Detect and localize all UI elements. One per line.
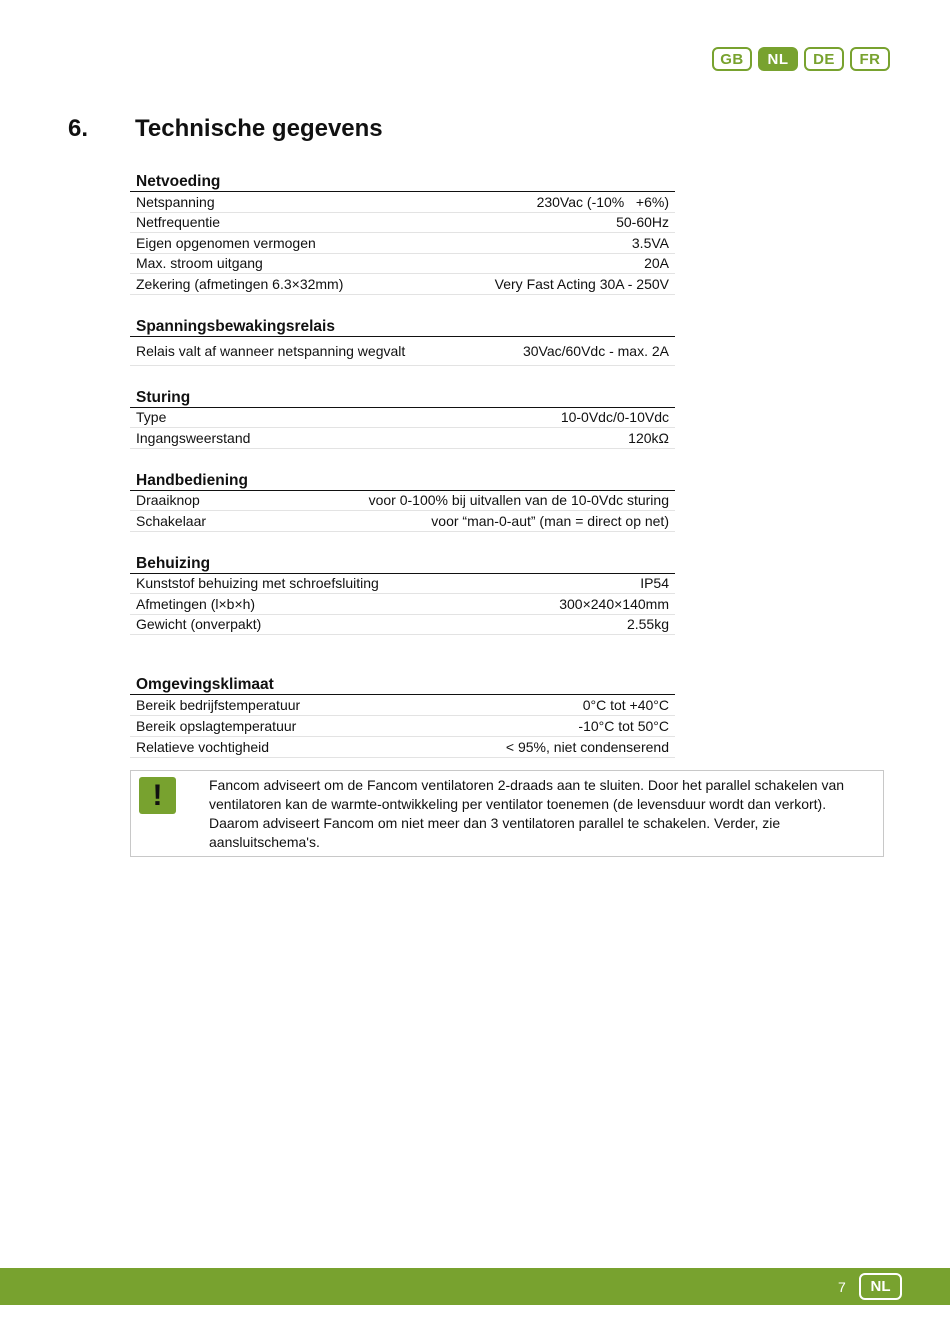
section-sturing <box>130 376 675 449</box>
row-label: Bereik bedrijfstemperatuur <box>136 697 301 713</box>
notice-text: Fancom adviseert om de Fancom ventilatoren 2-draads aan te sluiten. Door het parallel schakelen van ventilatoren kan de warmte-ontwikkeling per ventilator toenemen (de levensduur wordt dan verkort). Daarom adviseert Fancom om niet meer dan 3 ventilatoren parallel te schakelen. Verder, zie aansluitschema's. <box>209 777 845 850</box>
row-label: Afmetingen (l×b×h) <box>136 595 256 612</box>
section-title: Handbediening <box>136 471 248 489</box>
page-title <box>68 115 383 143</box>
section-netvoeding <box>130 160 675 295</box>
spec-table <box>130 490 675 532</box>
table-row <box>130 274 675 295</box>
row-label: Relais valt af wanneer netspanning wegvalt <box>136 342 406 359</box>
spec-table <box>130 407 675 449</box>
spec-tables <box>130 160 675 758</box>
row-value: 3.5VA <box>631 234 669 251</box>
table-row <box>130 716 675 737</box>
table-row <box>130 192 675 213</box>
row-label: Max. stroom uitgang <box>136 255 263 272</box>
row-label: Zekering (afmetingen 6.3×32mm) <box>136 275 344 292</box>
lang-tab-nl[interactable]: NL <box>758 47 798 71</box>
table-row <box>130 737 675 758</box>
lang-tab-de[interactable]: DE <box>804 47 844 71</box>
row-label: Kunststof behuizing met schroefsluiting <box>136 575 379 592</box>
table-row <box>130 337 675 366</box>
row-label: Type <box>136 409 167 426</box>
language-tabs <box>712 47 890 71</box>
exclamation-icon: ! <box>139 777 176 814</box>
table-row <box>130 233 675 254</box>
section-heading: Technische gegevens <box>135 115 383 142</box>
row-label: Gewicht (onverpakt) <box>136 616 262 633</box>
section-title: Omgevingsklimaat <box>136 676 274 693</box>
row-label: Draaiknop <box>136 492 200 509</box>
page-number: 7 <box>838 1279 846 1295</box>
table-row <box>130 428 675 449</box>
section-title: Behuizing <box>136 554 211 572</box>
row-label: Schakelaar <box>136 512 207 529</box>
row-value: 10-0Vdc/0-10Vdc <box>560 409 669 426</box>
table-row <box>130 213 675 234</box>
row-value: IP54 <box>640 575 669 592</box>
footer-language-tab: NL <box>859 1273 902 1300</box>
row-value: voor 0-100% bij uitvallen van de 10-0Vdc sturing <box>368 492 669 509</box>
section-title: Sturing <box>136 388 191 406</box>
row-value: 0°C tot +40°C <box>582 697 669 713</box>
table-row <box>130 574 675 595</box>
row-label: Ingangsweerstand <box>136 429 251 446</box>
notice-box <box>130 770 884 857</box>
table-row <box>130 491 675 512</box>
row-value: 230Vac (-10% +6%) <box>536 193 669 210</box>
section-spanningsbewakingsrelais <box>130 305 675 366</box>
lang-tab-gb[interactable]: GB <box>712 47 752 71</box>
row-value: voor “man-0-aut” (man = direct op net) <box>431 512 669 529</box>
section-behuizing <box>130 542 675 636</box>
table-row <box>130 254 675 275</box>
row-value: 300×240×140mm <box>559 595 669 612</box>
table-row <box>130 695 675 716</box>
spec-table <box>130 573 675 636</box>
row-value: -10°C tot 50°C <box>578 718 669 734</box>
row-value: < 95%, niet condenserend <box>505 739 669 755</box>
row-label: Bereik opslagtemperatuur <box>136 718 297 734</box>
row-value: 20A <box>644 255 669 272</box>
row-value: 2.55kg <box>626 616 669 633</box>
row-label: Relatieve vochtigheid <box>136 739 270 755</box>
table-row <box>130 594 675 615</box>
footer-bar <box>0 1268 950 1305</box>
lang-tab-fr[interactable]: FR <box>850 47 890 71</box>
row-label: Netfrequentie <box>136 214 221 231</box>
section-title: Netvoeding <box>136 173 221 190</box>
row-value: Very Fast Acting 30A - 250V <box>494 275 669 292</box>
spec-table <box>130 694 675 758</box>
table-row <box>130 408 675 429</box>
row-label: Netspanning <box>136 193 215 210</box>
section-handbediening <box>130 459 675 532</box>
row-value: 30Vac/60Vdc - max. 2A <box>522 342 669 359</box>
spec-table <box>130 336 675 366</box>
row-value: 50-60Hz <box>616 214 669 231</box>
table-row <box>130 511 675 532</box>
section-omgevingsklimaat <box>130 663 675 758</box>
section-title: Spanningsbewakingsrelais <box>136 317 335 335</box>
table-row <box>130 615 675 636</box>
section-number: 6. <box>68 115 89 142</box>
spec-table <box>130 191 675 295</box>
row-value: 120kΩ <box>628 429 669 446</box>
row-label: Eigen opgenomen vermogen <box>136 234 316 251</box>
